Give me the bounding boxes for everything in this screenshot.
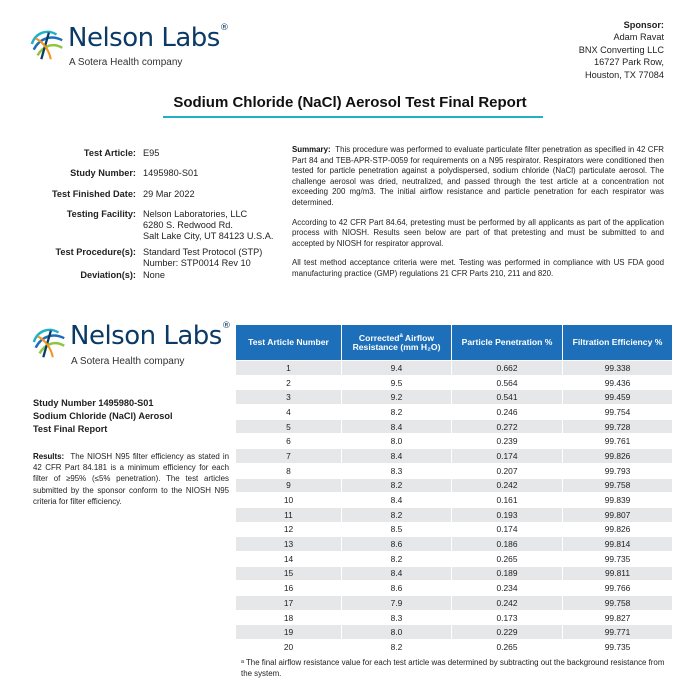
summary-section bbox=[292, 145, 664, 289]
nelson-labs-logo-lower bbox=[30, 321, 231, 371]
test-article-cell: 9 bbox=[236, 478, 342, 493]
filtration-efficiency-cell: 99.827 bbox=[563, 610, 673, 625]
nelson-labs-mark-icon bbox=[28, 25, 66, 63]
facility-line: Salt Lake City, UT 84123 U.S.A. bbox=[143, 231, 274, 241]
test-article-cell: 10 bbox=[236, 493, 342, 508]
airflow-resistance-cell: 8.6 bbox=[342, 581, 452, 596]
table-row bbox=[236, 478, 673, 493]
sponsor-line: 16727 Park Row, bbox=[594, 57, 664, 68]
airflow-resistance-cell: 9.2 bbox=[342, 390, 452, 405]
test-article-cell: 3 bbox=[236, 390, 342, 405]
table-row bbox=[236, 551, 673, 566]
results-text: The NIOSH N95 filter efficiency as stated in 42 CFR Part 84.181 is a minimum efficiency for each filter of ≥95% (≤5% penetration). The test articles submitted by the sponsor conform to the NIOSH N95 criteria for filter efficiency. bbox=[33, 452, 229, 506]
sponsor-line: Adam Ravat bbox=[613, 32, 664, 43]
particle-penetration-cell: 0.229 bbox=[452, 625, 563, 640]
airflow-resistance-cell: 9.5 bbox=[342, 375, 452, 390]
table-row bbox=[236, 434, 673, 449]
procedure-line: Standard Test Protocol (STP) bbox=[143, 247, 263, 257]
study-heading-line: Test Final Report bbox=[33, 424, 108, 434]
airflow-resistance-cell: 8.2 bbox=[342, 405, 452, 420]
particle-penetration-cell: 0.242 bbox=[452, 478, 563, 493]
test-article-cell: 5 bbox=[236, 419, 342, 434]
sponsor-line: Houston, TX 77084 bbox=[585, 69, 664, 80]
particle-penetration-cell: 0.541 bbox=[452, 390, 563, 405]
table-row bbox=[236, 405, 673, 420]
title-underline bbox=[163, 116, 543, 118]
test-article-cell: 12 bbox=[236, 522, 342, 537]
particle-penetration-cell: 0.186 bbox=[452, 537, 563, 552]
filtration-efficiency-cell: 99.761 bbox=[563, 434, 673, 449]
filtration-efficiency-cell: 99.758 bbox=[563, 596, 673, 611]
facility-label: Testing Facility: bbox=[66, 209, 136, 219]
particle-penetration-cell: 0.246 bbox=[452, 405, 563, 420]
airflow-resistance-cell: 8.6 bbox=[342, 537, 452, 552]
facility-line: Nelson Laboratories, LLC bbox=[143, 209, 248, 219]
test-article-cell: 11 bbox=[236, 507, 342, 522]
particle-penetration-cell: 0.207 bbox=[452, 463, 563, 478]
filtration-efficiency-cell: 99.754 bbox=[563, 405, 673, 420]
table-row bbox=[236, 390, 673, 405]
airflow-resistance-cell: 8.2 bbox=[342, 478, 452, 493]
particle-penetration-cell: 0.272 bbox=[452, 419, 563, 434]
test-article-cell: 4 bbox=[236, 405, 342, 420]
table-row bbox=[236, 463, 673, 478]
report-title: Sodium Chloride (NaCl) Aerosol Test Final Report bbox=[173, 94, 527, 111]
particle-penetration-cell: 0.174 bbox=[452, 522, 563, 537]
summary-paragraph-3: All test method acceptance criteria were met. Testing was performed in compliance with US FDA good manufacturing practice (GMP) regulations 21 CFR Parts 210, 211 and 820. bbox=[292, 258, 664, 278]
logo-brand-text: Nelson Labs bbox=[70, 321, 222, 351]
airflow-resistance-cell: 9.4 bbox=[342, 361, 452, 376]
particle-penetration-cell: 0.564 bbox=[452, 375, 563, 390]
airflow-resistance-cell: 8.4 bbox=[342, 419, 452, 434]
particle-penetration-cell: 0.234 bbox=[452, 581, 563, 596]
column-header-airflow-resistance: Corrected$^a$ Airflow Resistance (mm H₂O) bbox=[342, 325, 452, 361]
test-article-cell: 17 bbox=[236, 596, 342, 611]
particle-penetration-cell: 0.193 bbox=[452, 507, 563, 522]
test-article-cell: 6 bbox=[236, 434, 342, 449]
filtration-efficiency-cell: 99.826 bbox=[563, 522, 673, 537]
footnote: ᵃ The final airflow resistance value for each test article was determined by subtracting out the background resistance from the system. bbox=[241, 658, 665, 678]
airflow-resistance-cell: 8.0 bbox=[342, 625, 452, 640]
test-article-label: Test Article: bbox=[83, 148, 136, 158]
sponsor-block bbox=[579, 19, 664, 81]
table-row bbox=[236, 625, 673, 640]
column-header-filtration-efficiency: Filtration Efficiency % bbox=[563, 325, 673, 361]
airflow-resistance-cell: 8.5 bbox=[342, 522, 452, 537]
procedure-label: Test Procedure(s): bbox=[55, 247, 136, 257]
filtration-efficiency-cell: 99.728 bbox=[563, 419, 673, 434]
filtration-efficiency-cell: 99.839 bbox=[563, 493, 673, 508]
procedure-line: Number: STP0014 Rev 10 bbox=[143, 258, 251, 268]
table-row bbox=[236, 566, 673, 581]
table-header-row bbox=[236, 325, 673, 361]
particle-penetration-cell: 0.265 bbox=[452, 551, 563, 566]
test-article-cell: 1 bbox=[236, 361, 342, 376]
airflow-resistance-cell: 8.0 bbox=[342, 434, 452, 449]
logo-brand-text: Nelson Labs bbox=[68, 23, 220, 53]
study-number-value: 1495980-S01 bbox=[143, 168, 199, 178]
test-article-cell: 15 bbox=[236, 566, 342, 581]
filtration-efficiency-cell: 99.826 bbox=[563, 449, 673, 464]
particle-penetration-cell: 0.265 bbox=[452, 640, 563, 655]
column-header-particle-penetration: Particle Penetration % bbox=[452, 325, 563, 361]
study-heading-line: Sodium Chloride (NaCl) Aerosol bbox=[33, 411, 173, 421]
filtration-efficiency-cell: 99.771 bbox=[563, 625, 673, 640]
particle-penetration-cell: 0.161 bbox=[452, 493, 563, 508]
table-row bbox=[236, 419, 673, 434]
test-article-value: E95 bbox=[143, 148, 160, 158]
table-row bbox=[236, 581, 673, 596]
airflow-resistance-cell: 7.9 bbox=[342, 596, 452, 611]
particle-penetration-cell: 0.239 bbox=[452, 434, 563, 449]
facility-line: 6280 S. Redwood Rd. bbox=[143, 220, 233, 230]
nelson-labs-logo-top bbox=[28, 23, 229, 73]
filtration-efficiency-cell: 99.436 bbox=[563, 375, 673, 390]
sponsor-line: BNX Converting LLC bbox=[578, 44, 664, 55]
study-number-label: Study Number: bbox=[70, 168, 136, 178]
airflow-resistance-cell: 8.4 bbox=[342, 493, 452, 508]
summary-label: Summary: bbox=[292, 145, 331, 154]
nelson-labs-mark-icon bbox=[30, 323, 68, 361]
table-row bbox=[236, 507, 673, 522]
column-header-test-article: Test Article Number bbox=[236, 325, 342, 361]
airflow-resistance-cell: 8.4 bbox=[342, 449, 452, 464]
table-row bbox=[236, 537, 673, 552]
table-row bbox=[236, 375, 673, 390]
filtration-efficiency-cell: 99.459 bbox=[563, 390, 673, 405]
filtration-efficiency-cell: 99.793 bbox=[563, 463, 673, 478]
airflow-resistance-cell: 8.3 bbox=[342, 610, 452, 625]
particle-penetration-cell: 0.174 bbox=[452, 449, 563, 464]
table-row bbox=[236, 596, 673, 611]
finished-date-value: 29 Mar 2022 bbox=[143, 189, 195, 199]
summary-paragraph-1: This procedure was performed to evaluate particulate filter penetration as specified in 42 CFR Part 84 and TEB-APR-STP-0059 for requirements on a N95 respirator. Respirators were conditioned then tested for particle penetration against a polydispersed, sodium chloride (NaCl) particulate aerosol. The challenge aerosol was dried, neutralized, and passed through the test article at a concentration not exceeding 200 mg/m3. The initial airflow resistance and particle penetration for each respirator was determined. bbox=[292, 145, 664, 207]
results-label: Results: bbox=[33, 452, 65, 461]
table-row bbox=[236, 449, 673, 464]
filtration-efficiency-cell: 99.814 bbox=[563, 537, 673, 552]
deviation-label: Deviation(s): bbox=[80, 270, 136, 280]
registered-mark: ® bbox=[219, 23, 229, 33]
logo-tagline: A Sotera Health company bbox=[69, 57, 183, 68]
results-section bbox=[33, 451, 229, 507]
particle-penetration-cell: 0.189 bbox=[452, 566, 563, 581]
airflow-resistance-cell: 8.2 bbox=[342, 640, 452, 655]
filtration-efficiency-cell: 99.338 bbox=[563, 361, 673, 376]
finished-date-label: Test Finished Date: bbox=[51, 189, 136, 199]
registered-mark: ® bbox=[221, 321, 231, 331]
airflow-resistance-cell: 8.2 bbox=[342, 551, 452, 566]
filtration-efficiency-cell: 99.735 bbox=[563, 640, 673, 655]
test-article-cell: 2 bbox=[236, 375, 342, 390]
particle-penetration-cell: 0.662 bbox=[452, 361, 563, 376]
table-row bbox=[236, 522, 673, 537]
test-article-cell: 14 bbox=[236, 551, 342, 566]
test-article-cell: 20 bbox=[236, 640, 342, 655]
particle-penetration-cell: 0.173 bbox=[452, 610, 563, 625]
deviation-value: None bbox=[143, 270, 165, 280]
filtration-efficiency-cell: 99.807 bbox=[563, 507, 673, 522]
particle-penetration-cell: 0.242 bbox=[452, 596, 563, 611]
study-heading-line: Study Number 1495980-S01 bbox=[33, 398, 154, 408]
test-article-cell: 16 bbox=[236, 581, 342, 596]
table-row bbox=[236, 361, 673, 376]
airflow-resistance-cell: 8.3 bbox=[342, 463, 452, 478]
filtration-efficiency-cell: 99.735 bbox=[563, 551, 673, 566]
logo-tagline: A Sotera Health company bbox=[71, 356, 185, 367]
test-article-cell: 8 bbox=[236, 463, 342, 478]
filtration-efficiency-cell: 99.811 bbox=[563, 566, 673, 581]
table-row bbox=[236, 610, 673, 625]
test-article-cell: 13 bbox=[236, 537, 342, 552]
summary-paragraph-2: According to 42 CFR Part 84.64, pretesting must be performed by all applicants as part of the application process with NIOSH. Results seen below are part of that pretesting and must be submitted to and accepted by NIOSH for respirator approval. bbox=[292, 217, 664, 248]
sponsor-label: Sponsor: bbox=[623, 20, 664, 30]
table-row bbox=[236, 640, 673, 655]
test-article-cell: 19 bbox=[236, 625, 342, 640]
results-table bbox=[235, 324, 673, 655]
filtration-efficiency-cell: 99.766 bbox=[563, 581, 673, 596]
study-heading bbox=[33, 397, 173, 436]
test-article-cell: 7 bbox=[236, 449, 342, 464]
table-row bbox=[236, 493, 673, 508]
airflow-resistance-cell: 8.2 bbox=[342, 507, 452, 522]
filtration-efficiency-cell: 99.758 bbox=[563, 478, 673, 493]
airflow-resistance-cell: 8.4 bbox=[342, 566, 452, 581]
test-article-cell: 18 bbox=[236, 610, 342, 625]
